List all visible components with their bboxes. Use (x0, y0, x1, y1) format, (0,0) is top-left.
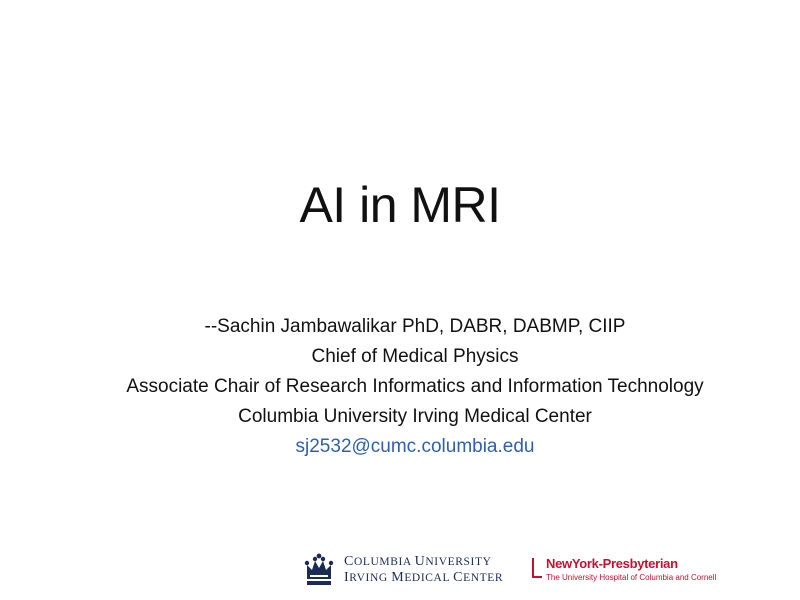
columbia-line-center: IRVING MEDICAL CENTER (344, 570, 504, 585)
columbia-logo (304, 550, 503, 590)
nyp-bracket-icon (532, 558, 542, 578)
columbia-line-university: COLUMBIA UNIVERSITY (344, 554, 492, 569)
columbia-wordmark (344, 554, 503, 586)
nyp-tagline: The University Hospital of Columbia and Cornell (546, 573, 717, 582)
author-email-link[interactable]: sj2532@cumc.columbia.edu (295, 436, 535, 457)
author-role: Chief of Medical Physics (311, 346, 519, 367)
crown-icon (304, 553, 334, 587)
slide-title: AI in MRI (299, 177, 501, 233)
author-block (0, 312, 800, 462)
author-institution: Columbia University Irving Medical Center (238, 406, 592, 427)
author-name: --Sachin Jambawalikar PhD, DABR, DABMP, CIIP (204, 316, 626, 337)
author-position: Associate Chair of Research Informatics and Information Technology (126, 376, 704, 397)
nyp-name: NewYork-Presbyterian (546, 556, 678, 571)
